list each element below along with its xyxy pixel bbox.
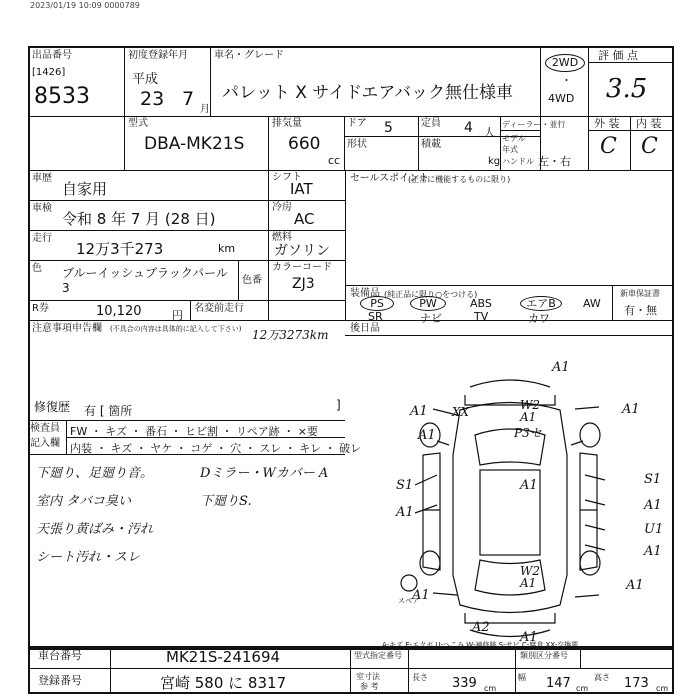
mileage-value: 12万3千273	[76, 240, 164, 258]
prev-mileage-label: 名変前走行	[194, 303, 244, 314]
diagram-legend: A-キズ E-エクボ U-へこみ W-補修跡 S-サビ C-腐食 XX-交換要	[382, 641, 579, 649]
equip-leather: カワ	[528, 312, 550, 325]
dealer-label: ディーラー・並行	[502, 120, 566, 129]
inspect-label: 車検	[32, 203, 52, 214]
color-label: 色	[32, 263, 42, 274]
mark-fl-wheel: A1	[418, 428, 436, 443]
height-label: 高さ	[594, 673, 610, 682]
type-label: 型式指定番号	[354, 651, 402, 660]
model-value: DBA-MK21S	[144, 134, 245, 154]
remark-left-3: 天張り黄ばみ・汚れ	[36, 522, 154, 537]
remark-left-4: シート汚れ・スレ	[36, 550, 141, 565]
dims-label: 室寸法	[356, 672, 380, 681]
shape-label: 形状	[347, 139, 367, 150]
notes-sub: (不具合の内容は具体的に記入して下さい)	[110, 325, 242, 333]
width-value: 147	[546, 676, 571, 691]
mark-front-right: A1	[622, 402, 640, 417]
ext-label: 外 装	[594, 117, 620, 130]
handle-value: 左・右	[538, 155, 571, 168]
mark-rear-bumper-a2: A2	[472, 620, 490, 635]
repair-close: ]	[336, 398, 341, 412]
use-label: 車歴	[32, 173, 52, 184]
repair-label: 修復歴	[34, 400, 71, 414]
width-label: 幅	[518, 673, 526, 682]
mark-left-door: A1	[396, 505, 414, 520]
width-unit: cm	[576, 684, 589, 693]
equip-aw: AW	[583, 297, 601, 310]
use-value: 自家用	[62, 180, 108, 198]
remark-left-1: 下廻り、足廻り音。	[36, 466, 154, 481]
mark-front-bumper: A1	[552, 360, 570, 375]
inspector-row-1: FW ・ キズ ・ 番石 ・ ヒビ割 ・ リペア跡 ・ ×要	[70, 425, 318, 438]
length-label: 長さ	[412, 673, 428, 682]
ext-grade: C	[600, 134, 617, 159]
warranty-value: 有・無	[624, 304, 657, 317]
type-sub: 類別区分番号	[520, 651, 568, 660]
notes-label: 注意事項申告欄	[32, 323, 102, 334]
spare-label: スペア	[398, 597, 419, 605]
mark-right-s1: S1	[644, 472, 662, 487]
cap-label: 定員	[421, 118, 441, 129]
drive-2wd: 2WD	[545, 54, 585, 72]
equip-navi: ナビ	[420, 312, 442, 325]
inspector-row-2: ・ キズ ・ ヤケ ・ コゲ ・ 穴 ・ スレ ・ キレ ・ 破レ	[96, 442, 362, 455]
colorcode-head: カラーコード	[272, 262, 332, 273]
height-unit: cm	[656, 684, 669, 693]
disp-label: 排気量	[272, 118, 302, 129]
reg-month: 7	[182, 88, 195, 110]
mark-placeholder	[418, 428, 419, 429]
shift-label: シフト	[272, 172, 302, 183]
car-damage-diagram	[345, 335, 674, 650]
mileage-label: 走行	[32, 233, 52, 244]
car-label: 車名・グレード	[214, 50, 284, 61]
reg-month-unit: 月	[200, 104, 210, 115]
equip-ps: PS	[360, 296, 394, 311]
mark-hood-a1: A1	[520, 410, 537, 424]
cap-unit: 人	[484, 126, 495, 139]
drive-4wd: 4WD	[548, 92, 575, 105]
chassis-value: MK21S-241694	[166, 648, 281, 666]
lot-label: 出品番号	[32, 50, 72, 61]
door-value: 5	[384, 120, 393, 136]
fuel-label: 燃料	[272, 232, 292, 243]
load-label: 積載	[421, 139, 441, 150]
mark-rear-bumper-a1: A1	[520, 630, 538, 645]
equip-abs: ABS	[470, 297, 492, 310]
reg-label: 初度登録年月	[128, 50, 188, 61]
remark-right-1: Dミラー・Wカバー A	[200, 466, 329, 481]
model-year-label: モデル年式	[502, 134, 526, 154]
lot-sub: [1426]	[32, 67, 66, 78]
inspector-label-1: 検査員	[30, 423, 60, 434]
ref-label: 参 考	[360, 682, 379, 691]
mark-rear-right: A1	[626, 578, 644, 593]
plate-label: 登録番号	[38, 674, 82, 687]
mark-right-door-1: A1	[644, 498, 662, 513]
load-unit: kg	[488, 156, 501, 167]
after-install-label: 後日品	[350, 323, 380, 334]
sales-point-label: セールスポイント	[350, 173, 430, 184]
score-label: 評 価 点	[598, 49, 638, 62]
length-value: 339	[452, 676, 477, 691]
mark-front-left: A1	[410, 404, 428, 419]
cap-value: 4	[464, 120, 473, 136]
equip-sr: SR	[368, 310, 383, 323]
recycle-unit: 円	[172, 309, 183, 322]
recycle-label: R券	[32, 303, 49, 314]
mark-front-left-xx: XX	[452, 405, 470, 419]
inspect-value: 令和 8 年 7 月 (28 日)	[62, 210, 216, 228]
scan-header: 2023/01/19 10:09 0000789	[30, 1, 140, 10]
model-label: 型式	[128, 118, 148, 129]
disp-value: 660	[288, 134, 321, 154]
mark-roof: A1	[520, 478, 538, 493]
equip-airbag: エアB	[520, 296, 562, 311]
shift-value: IAT	[290, 180, 313, 198]
equipment-label: 装備品	[350, 288, 380, 299]
mark-rear-w2: W2	[520, 564, 540, 578]
handle-label: ハンドル	[502, 157, 534, 166]
reg-year: 23	[140, 88, 165, 110]
mark-windshield: P3セ	[514, 426, 542, 440]
mark-right-door-2: A1	[644, 544, 662, 559]
sales-point-sub: (正常に機能するものに限り)	[408, 175, 511, 184]
lot-number: 8533	[34, 84, 90, 109]
equip-tv: TV	[474, 310, 489, 323]
ac-value: AC	[294, 210, 315, 228]
fuel-value: ガソリン	[274, 243, 330, 259]
equipment-sub: (純正品に限り○をつける)	[384, 290, 478, 299]
recycle-value: 10,120	[96, 304, 142, 319]
color-value: ブルーイッシュブラックパール3	[62, 266, 228, 295]
mark-left-s1: S1	[396, 478, 414, 493]
warranty-label: 新車保証書	[620, 289, 660, 298]
colorcode-value: ZJ3	[292, 276, 315, 292]
colorcode-label: 色番	[242, 275, 262, 286]
remark-left-2: 室内 タバコ臭い	[36, 494, 132, 509]
score-value: 3.5	[606, 74, 648, 104]
mark-hood-w2: W2	[520, 398, 540, 412]
plate-value: 宮崎 580 に 8317	[160, 674, 287, 692]
repair-value: 有 [ 箇所	[84, 404, 133, 418]
inspector-row-2-label: 内装	[70, 442, 92, 455]
mark-rear-left: A1	[412, 588, 430, 603]
ac-label: 冷房	[272, 202, 292, 213]
mileage-unit: km	[218, 242, 236, 255]
mark-right-u1: U1	[644, 522, 664, 537]
int-grade: C	[641, 134, 658, 159]
height-value: 173	[624, 676, 649, 691]
disp-unit: cc	[328, 154, 341, 167]
drive-sep: ・	[561, 74, 572, 87]
chassis-label: 車台番号	[38, 649, 82, 662]
inspector-label-2: 記入欄	[30, 438, 60, 449]
reg-era: 平成	[132, 72, 159, 87]
car-name: パレット X サイドエアバック無仕様車	[222, 83, 514, 103]
door-label: ドア	[347, 118, 367, 129]
notes-handwritten: 12万3273km	[252, 328, 329, 342]
length-unit: cm	[484, 684, 497, 693]
int-label: 内 装	[636, 117, 662, 130]
equip-pw: PW	[410, 296, 446, 311]
mark-rear-a1: A1	[520, 576, 537, 590]
remark-right-2: 下廻りS.	[200, 494, 252, 509]
